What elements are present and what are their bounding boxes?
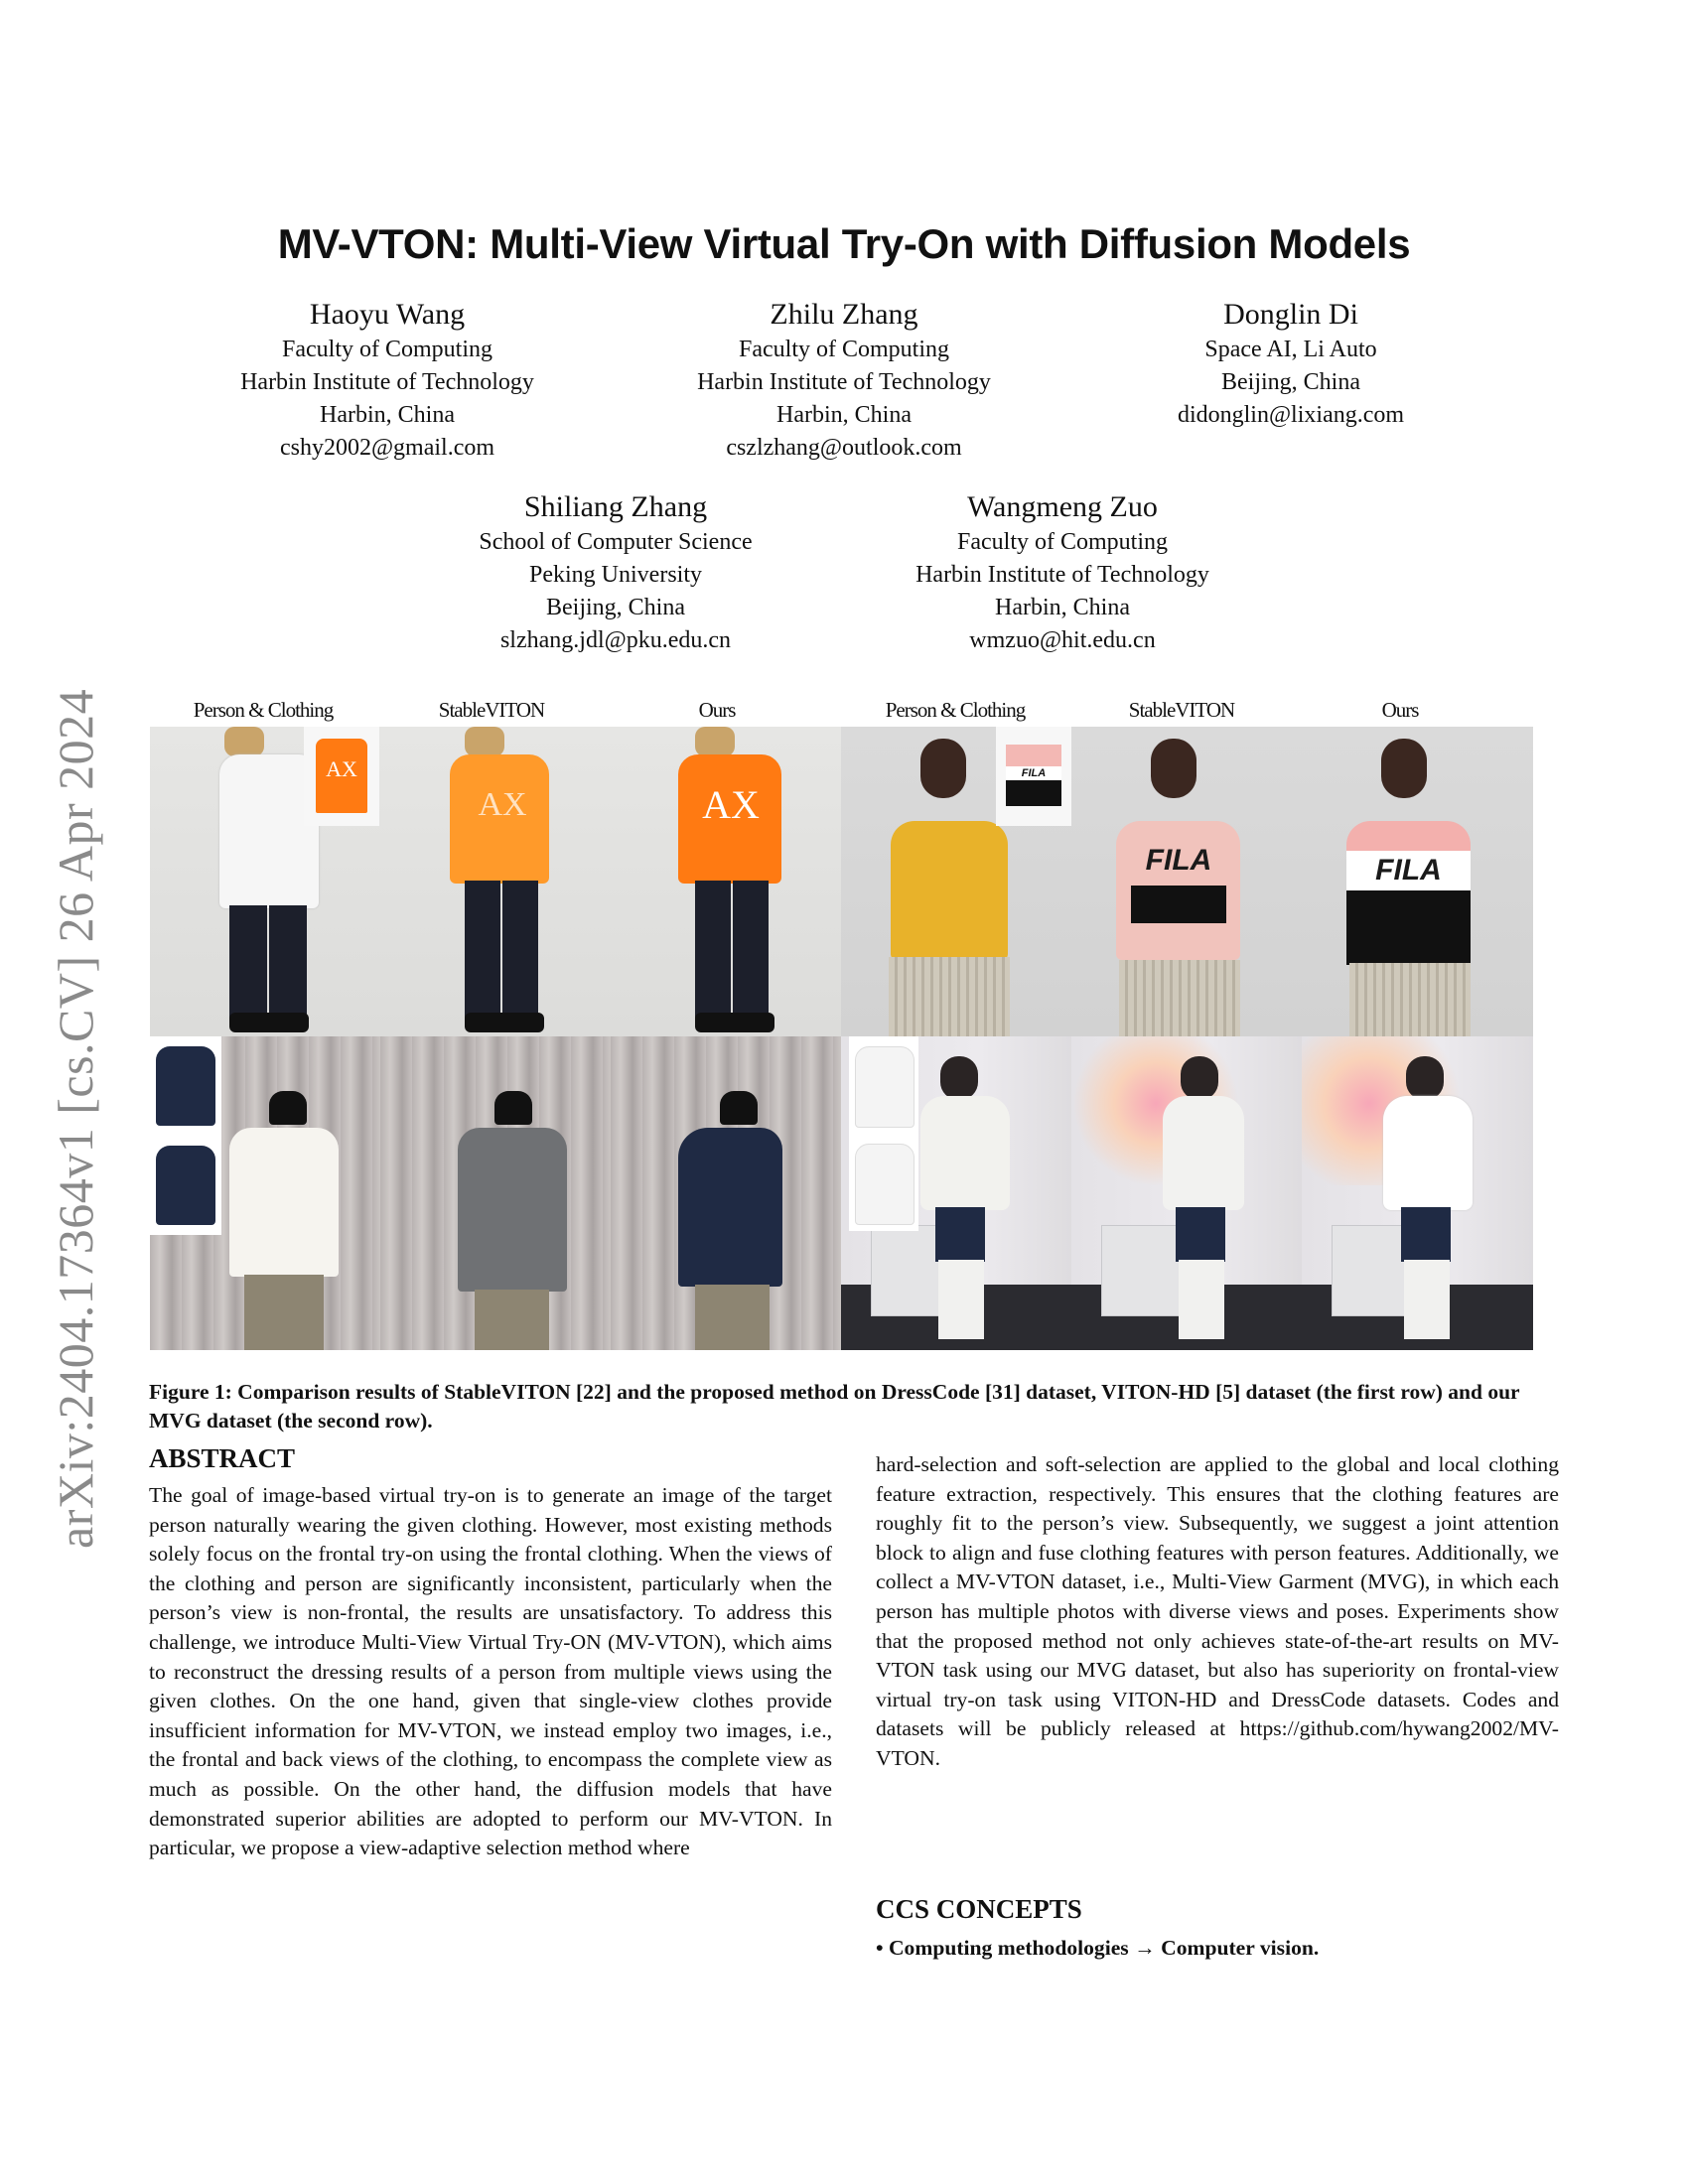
author-email[interactable]: cshy2002@gmail.com [279, 435, 495, 461]
abstract-heading: ABSTRACT [149, 1443, 296, 1473]
abstract-text: The goal of image-based virtual try-on is to generate an image of the target person naturally wearing the given clothing. However, most existing methods solely focus on the frontal try-on using the frontal clothing. When the views of the clothing and person are significantly inconsistent, particularly when the person’s view is non-frontal, the results are unsatisfactory. To address this challenge, we introduce Multi-View Virtual Try-ON (MV-VTON), which aims to reconstruct the dressing results of a person from multiple views using the given clothes. On the one hand, given that single-view clothes provide insufficient information for MV-VTON, we instead employ two images, i.e., the frontal and back views of the clothing, to encompass the complete view as much as possible. On the other hand, the diffusion models that have demonstrated superior abilities are adopted to perform our MV-VTON. In particular, we propose a view-adaptive selection method where [149, 1483, 832, 1860]
author-email[interactable]: wmzuo@hit.edu.cn [969, 627, 1156, 653]
author-affiliation: Faculty of Computing [739, 337, 949, 362]
author-affiliation: Faculty of Computing [957, 529, 1168, 555]
image-stableviton-woman [1071, 727, 1302, 1036]
garment-logo-text: FILA [1145, 844, 1212, 877]
label-person-clothing: Person & Clothing [193, 698, 334, 722]
image-garment-fila-tee [996, 727, 1071, 826]
image-ours-side-view [1302, 1036, 1533, 1350]
figure-column-labels [149, 698, 1549, 728]
image-ours-woman [1302, 727, 1533, 1036]
image-garment-white-hoodie-front-back [849, 1036, 918, 1231]
label-ours: Ours [698, 698, 736, 722]
author-block [874, 488, 1251, 657]
label-ours: Ours [1381, 698, 1419, 722]
image-stableviton-back-view [380, 1036, 611, 1350]
image-stableviton-side-view [1071, 1036, 1302, 1350]
garment-logo-text: AX [702, 782, 760, 827]
author-location: Beijing, China [546, 595, 685, 620]
author-affiliation: Harbin Institute of Technology [915, 562, 1209, 588]
author-affiliation: Space AI, Li Auto [1204, 337, 1377, 362]
paper-title: MV-VTON: Multi-View Virtual Try-On with Diffusion Models [277, 220, 1411, 267]
abstract-right-column [876, 1450, 1559, 1774]
author-email[interactable]: didonglin@lixiang.com [1177, 402, 1405, 428]
label-person-clothing: Person & Clothing [885, 698, 1026, 722]
author-affiliation: School of Computer Science [479, 529, 753, 555]
author-email[interactable]: cszlzhang@outlook.com [726, 435, 962, 461]
author-email[interactable]: slzhang.jdl@pku.edu.cn [499, 627, 732, 653]
author-block [437, 488, 794, 657]
author-location: Harbin, China [320, 402, 455, 428]
arxiv-identifier: arXiv:2404.17364v1 [cs.CV] 26 Apr 2024 [48, 688, 103, 1549]
garment-logo-text: AX [326, 756, 357, 781]
image-stableviton-man [380, 727, 611, 1036]
author-name: Shiliang Zhang [523, 490, 708, 523]
author-name: Haoyu Wang [309, 298, 466, 331]
garment-logo-text: AX [478, 786, 527, 823]
author-name: Zhilu Zhang [770, 298, 918, 331]
abstract-left-column [149, 1481, 832, 1863]
author-location: Beijing, China [1221, 369, 1360, 395]
figure-caption: Figure 1: Comparison results of StableVITON [22] and the proposed method on DressCode [31] dataset, VITON-HD [5] dataset (the first row) and our MVG dataset (the second row). [149, 1380, 1520, 1433]
author-affiliation: Peking University [529, 562, 702, 588]
image-garment-orange-tee [304, 727, 379, 826]
garment-logo-text: FILA [1006, 766, 1061, 780]
author-name: Donglin Di [1223, 298, 1358, 331]
abstract-text: hard-selection and soft-selection are applied to the global and local clothing feature extraction, respectively. This ensures that the clothing features are roughly fit to the person’s view. Subsequently, we suggest a joint attention block to align and fuse clothing features with person features. Additionally, we collect a MV-VTON dataset, i.e., Multi-View Garment (MVG), in which each person has multiple photos with diverse views and poses. Experiments show that the proposed method not only achieves state-of-the-art results on MV-VTON task using our MVG dataset, but also has superiority on frontal-view virtual try-on task using VITON-HD and DressCode datasets. Codes and datasets will be publicly released at https://github.com/hywang2002/MV-VTON. [876, 1452, 1559, 1770]
author-block [199, 296, 576, 465]
author-affiliation: Faculty of Computing [282, 337, 492, 362]
author-block [655, 296, 1033, 465]
garment-logo-text: FILA [1346, 851, 1471, 890]
ccs-heading: CCS CONCEPTS [876, 1894, 1082, 1924]
author-location: Harbin, China [995, 595, 1130, 620]
author-location: Harbin, China [776, 402, 912, 428]
author-affiliation: Harbin Institute of Technology [240, 369, 534, 395]
label-stableviton: StableVITON [438, 698, 545, 722]
label-stableviton: StableVITON [1128, 698, 1235, 722]
author-affiliation: Harbin Institute of Technology [697, 369, 991, 395]
author-name: Wangmeng Zuo [967, 490, 1158, 523]
ccs-item: • Computing methodologies → Computer vision. [876, 1936, 1320, 1960]
author-block [1122, 296, 1460, 432]
image-garment-navy-hoodie-front-back [150, 1036, 221, 1235]
image-ours-man [611, 727, 841, 1036]
image-ours-back-view [611, 1036, 841, 1350]
